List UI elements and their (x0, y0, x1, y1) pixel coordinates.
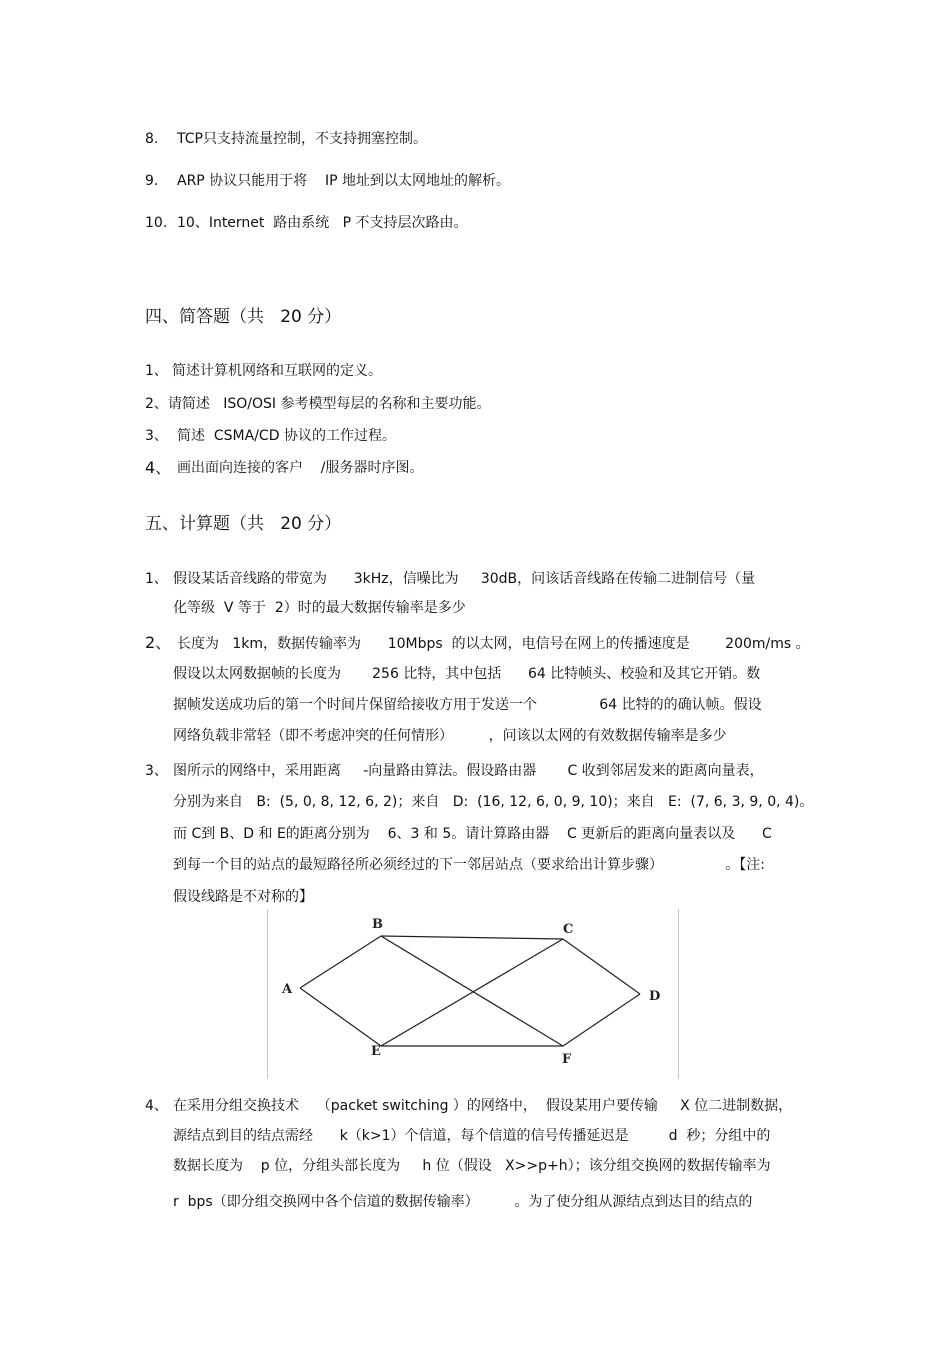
judgment-q8-text: TCP只支持流量控制，不支持拥塞控制。 (177, 131, 427, 147)
edge-B-C (381, 936, 563, 939)
section5-q4-line1: 在采用分组交换技术 （packet switching ）的网络中， 假设某用户要传输 X 位二进制数据， (173, 1098, 793, 1114)
node-label-a: A (282, 982, 293, 997)
section5-q4-line2: 源结点到目的结点需经 k（k>1）个信道，每个信道的信号传播延迟是 d 秒；分组中的 (173, 1128, 771, 1144)
section5-title: 五、计算题（共 20 分） (145, 514, 342, 534)
section5-q3-line1: 图所示的网络中，采用距离 -向量路由算法。假设路由器 C 收到邻居发来的距离向量表， (173, 763, 764, 779)
node-label-b: B (372, 917, 383, 932)
section4-q4-text: 画出面向连接的客户 /服务器时序图。 (177, 460, 424, 476)
section5-q2-number: 2、 (145, 633, 172, 652)
section5-q3-line2: 分别为来自 B: (5, 0, 8, 12, 6, 2)；来自 D: (16, 12, 6, 0, 9, 10)；来自 E: (7, 6, 3, 9, 0, 4)。 (173, 794, 814, 810)
section4-q1-number: 1、 (145, 363, 168, 379)
section5-q4-number: 4、 (145, 1098, 168, 1114)
section4-title: 四、简答题（共 20 分） (145, 307, 342, 327)
edge-A-B (300, 936, 381, 988)
section5-q2-line3: 据帧发送成功后的第一个时间片保留给接收方用于发送一个 64 比特的的确认帧。假设 (173, 697, 762, 713)
section5-q4-line3: 数据长度为 p 位，分组头部长度为 h 位（假设 X>>p+h）；该分组交换网的数据传输率为 (173, 1158, 771, 1174)
section4-q3-number: 3、 (145, 428, 168, 444)
section4-q4-number: 4、 (145, 458, 172, 477)
section5-q1-line1: 假设某话音线路的带宽为 3kHz，信噪比为 30dB，问该话音线路在传输二进制信号（量 (173, 571, 756, 587)
section4-q2-text: 2、请简述 ISO/OSI 参考模型每层的名称和主要功能。 (145, 396, 491, 412)
node-label-f: F (562, 1052, 572, 1067)
section5-q2-line2: 假设以太网数据帧的长度为 256 比特，其中包括 64 比特帧头、校验和及其它开销。数 (173, 666, 761, 682)
section5-q4-line4: r bps（即分组交换网中各个信道的数据传输率） 。为了使分组从源结点到达目的结点的 (173, 1194, 753, 1210)
network-topology-diagram (268, 909, 678, 1079)
judgment-q9-number: 9. (145, 173, 159, 189)
section5-q2-line1: 长度为 1km，数据传输率为 10Mbps 的以太网，电信号在网上的传播速度是 200m/ms 。 (177, 636, 810, 652)
judgment-q10-text: 10、Internet 路由系统 P 不支持层次路由。 (177, 215, 468, 231)
section4-q3-text: 简述 CSMA/CD 协议的工作过程。 (177, 428, 396, 444)
section5-q3-line4: 到每一个目的站点的最短路径所必须经过的下一邻居站点（要求给出计算步骤） 。【注: (173, 857, 766, 873)
judgment-q10-number: 10. (145, 215, 168, 231)
node-label-c: C (563, 922, 574, 937)
section5-q3-line5: 假设线路是不对称的】 (173, 889, 313, 905)
edge-F-D (563, 994, 640, 1046)
node-label-d: D (649, 989, 661, 1004)
section5-q2-line4: 网络负载非常轻（即不考虑冲突的任何情形） ，问该以太网的有效数据传输率是多少 (173, 728, 727, 744)
section5-q1-line2: 化等级 V 等于 2）时的最大数据传输率是多少 (173, 600, 466, 616)
judgment-q9-text: ARP 协议只能用于将 IP 地址到以太网地址的解析。 (177, 173, 511, 189)
node-label-e: E (371, 1044, 381, 1059)
edge-C-D (563, 939, 640, 994)
section5-q1-number: 1、 (145, 571, 168, 587)
network-topology-figure (267, 909, 679, 1079)
section5-q3-number: 3、 (145, 763, 168, 779)
edge-A-E (300, 988, 381, 1046)
section4-q1-text: 简述计算机网络和互联网的定义。 (172, 363, 382, 379)
section5-q3-line3: 而 C到 B、D 和 E的距离分别为 6、3 和 5。请计算路由器 C 更新后的距离向量表以及 C (173, 826, 772, 842)
judgment-q8-number: 8. (145, 131, 159, 147)
